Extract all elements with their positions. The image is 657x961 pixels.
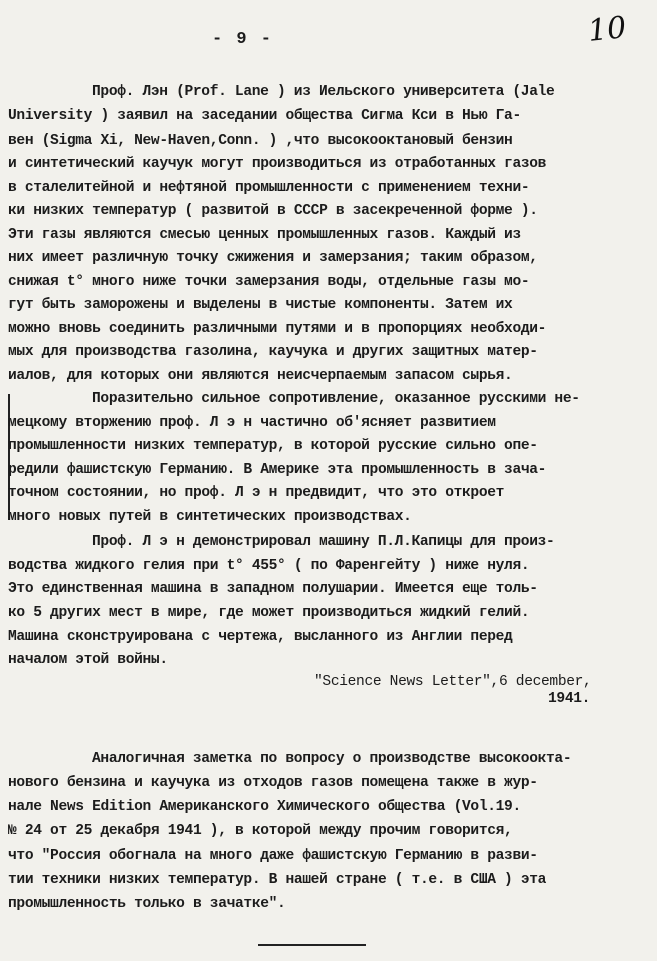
text-line: водства жидкого гелия при t° 455° ( по Фаренгейту ) ниже нуля. xyxy=(8,558,530,574)
text-line: гут быть заморожены и выделены в чистые компоненты. Затем их xyxy=(8,297,513,313)
text-line: Аналогичная заметка по вопросу о производстве высокоокта- xyxy=(92,751,572,767)
text-line: в сталелитейной и нефтяной промышленности с применением техни- xyxy=(8,180,530,196)
text-line: тии техники низких температур. В нашей стране ( т.е. в США ) эта xyxy=(8,872,547,888)
text-line: можно вновь соединить различными путями и в пропорциях необходи- xyxy=(8,321,547,337)
text-line: промышленность только в зачатке". xyxy=(8,896,286,912)
text-line: нале News Edition Американского Химического общества (Vol.19. xyxy=(8,799,521,815)
text-line: мых для производства газолина, каучука и других защитных матер- xyxy=(8,344,538,360)
text-line: Эти газы являются смесью ценных промышленных газов. Каждый из xyxy=(8,227,521,243)
text-line: Поразительно сильное сопротивление, оказанное русскими не- xyxy=(92,391,580,407)
text-line: University ) заявил на заседании общества Сигма Кси в Нью Га- xyxy=(8,108,521,124)
text-line: Машина сконструирована с чертежа, высланного из Англии перед xyxy=(8,629,513,645)
page-number: - 9 - xyxy=(212,30,274,49)
text-line: точном состоянии, но проф. Л э н предвидит, что это откроет xyxy=(8,485,505,501)
text-line: ко 5 других мест в мире, где может производиться жидкий гелий. xyxy=(8,605,530,621)
text-line: началом этой войны. xyxy=(8,652,168,668)
text-line: иалов, для которых они являются неисчерпаемым запасом сырья. xyxy=(8,368,513,384)
source-year: 1941. xyxy=(548,691,591,707)
text-line: Проф. Л э н демонстрировал машину П.Л.Капицы для произ- xyxy=(92,534,555,550)
text-line: много новых путей в синтетических производствах. xyxy=(8,509,412,525)
text-line: Это единственная машина в западном полушарии. Имеется еще толь- xyxy=(8,581,538,597)
closing-divider xyxy=(258,944,366,946)
source-citation: "Science News Letter",6 december, xyxy=(314,674,592,690)
text-line: них имеет различную точку сжижения и замерзания; таким образом, xyxy=(8,250,538,266)
text-line: нового бензина и каучука из отходов газов помещена также в жур- xyxy=(8,775,538,791)
text-line: Проф. Лэн (Prof. Lane ) из Иельского университета (Jale xyxy=(92,84,555,100)
handwritten-page-number: 10 xyxy=(586,10,628,49)
text-line: мецкому вторжению проф. Л э н частично об'ясняет развитием xyxy=(8,415,496,431)
text-line: редили фашистскую Германию. В Америке эта промышленность в зача- xyxy=(8,462,547,478)
text-line: что "Россия обогнала на много даже фашистскую Германию в разви- xyxy=(8,848,538,864)
text-line: № 24 от 25 декабря 1941 ), в которой между прочим говорится, xyxy=(8,823,513,839)
text-line: вен (Sigma Xi, New-Haven,Conn. ) ,что высокооктановый бензин xyxy=(8,133,513,149)
text-line: ки низких температур ( развитой в СССР в засекреченной форме ). xyxy=(8,203,538,219)
text-line: снижая t° много ниже точки замерзания воды, отдельные газы мо- xyxy=(8,274,530,290)
text-line: и синтетический каучук могут производиться из отработанных газов xyxy=(8,156,547,172)
text-line: промышленности низких температур, в которой русские сильно опе- xyxy=(8,438,538,454)
